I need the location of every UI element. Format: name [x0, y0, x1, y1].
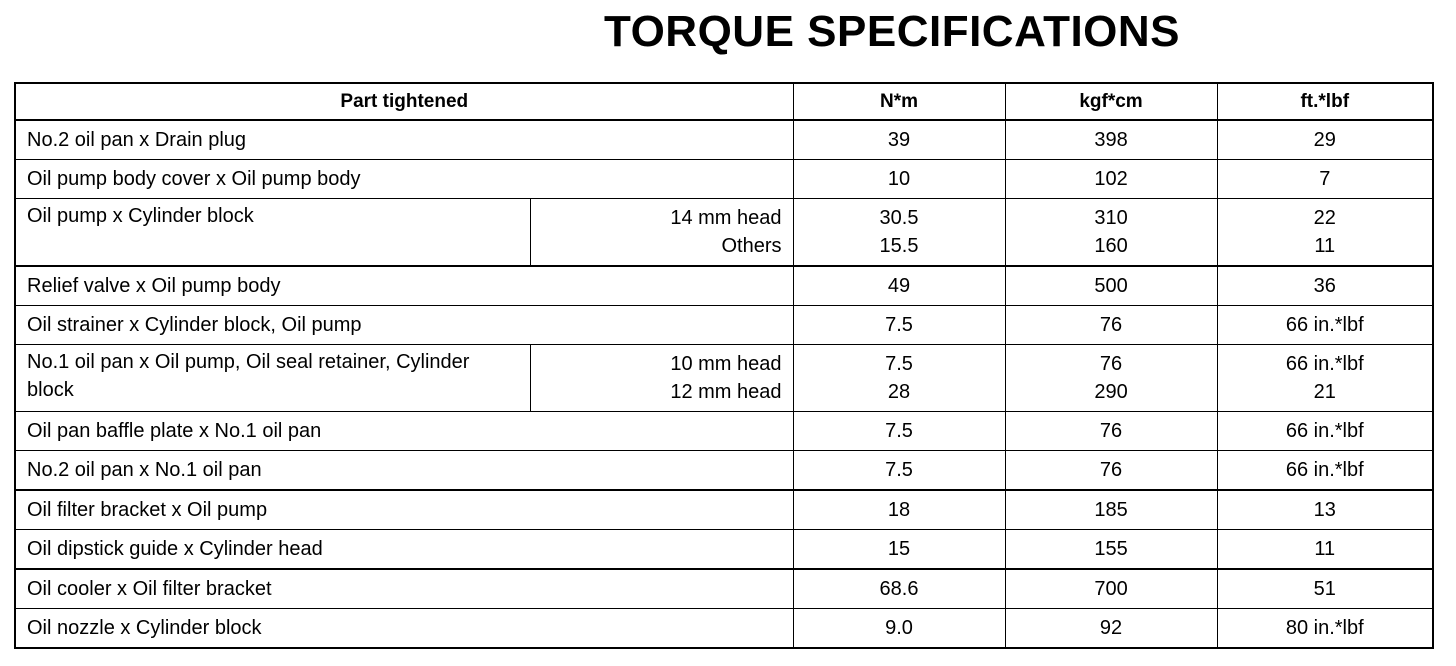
- nm-cell: 10: [793, 160, 1005, 199]
- ftlbf-cell: 80 in.*lbf: [1217, 609, 1433, 649]
- sub-condition: 10 mm head: [670, 353, 782, 375]
- ftlbf-cell: 7: [1217, 160, 1433, 199]
- sub-condition-cell: [530, 199, 793, 267]
- part-cell: Oil cooler x Oil filter bracket: [15, 569, 793, 609]
- kgfcm-cell: 102: [1005, 160, 1217, 199]
- ftlbf-cell: 51: [1217, 569, 1433, 609]
- nm-cell: 7.5: [793, 306, 1005, 345]
- kgfcm-cell: 185: [1005, 490, 1217, 530]
- nm-value: 7.5: [885, 353, 913, 375]
- kgfcm-value: 160: [1094, 235, 1128, 257]
- part-cell: No.2 oil pan x No.1 oil pan: [15, 451, 793, 491]
- kgfcm-cell: 500: [1005, 266, 1217, 306]
- part-cell: Oil dipstick guide x Cylinder head: [15, 530, 793, 570]
- kgfcm-cell: [1005, 199, 1217, 267]
- table-row: [15, 412, 1433, 451]
- nm-value: 28: [887, 381, 911, 403]
- header-kgfcm: kgf*cm: [1005, 83, 1217, 120]
- table-row: [15, 609, 1433, 649]
- part-text-line: block: [27, 379, 74, 401]
- ftlbf-cell: 66 in.*lbf: [1217, 412, 1433, 451]
- sub-condition-cell: [530, 345, 793, 412]
- nm-cell: 7.5: [793, 451, 1005, 491]
- nm-cell: [793, 199, 1005, 267]
- sub-condition: 12 mm head: [670, 381, 782, 403]
- kgfcm-cell: 76: [1005, 451, 1217, 491]
- kgfcm-cell: 92: [1005, 609, 1217, 649]
- table-row: [15, 490, 1433, 530]
- ftlbf-cell: [1217, 345, 1433, 412]
- nm-cell: 9.0: [793, 609, 1005, 649]
- nm-cell: 7.5: [793, 412, 1005, 451]
- ftlbf-cell: 13: [1217, 490, 1433, 530]
- nm-cell: 49: [793, 266, 1005, 306]
- torque-spec-table: [14, 82, 1434, 649]
- nm-cell: 68.6: [793, 569, 1005, 609]
- part-cell: Oil pump body cover x Oil pump body: [15, 160, 793, 199]
- table-row: [15, 266, 1433, 306]
- kgfcm-cell: 155: [1005, 530, 1217, 570]
- nm-cell: 15: [793, 530, 1005, 570]
- ftlbf-cell: [1217, 199, 1433, 267]
- part-cell: Oil pump x Cylinder block: [15, 199, 530, 267]
- ftlbf-value: 21: [1313, 381, 1336, 403]
- sub-condition: Others: [721, 235, 782, 257]
- part-cell: Oil nozzle x Cylinder block: [15, 609, 793, 649]
- ftlbf-cell: 11: [1217, 530, 1433, 570]
- header-nm: N*m: [793, 83, 1005, 120]
- kgfcm-cell: 76: [1005, 412, 1217, 451]
- table-row: [15, 120, 1433, 160]
- part-cell: Oil strainer x Cylinder block, Oil pump: [15, 306, 793, 345]
- ftlbf-value: 11: [1314, 235, 1336, 257]
- nm-cell: 39: [793, 120, 1005, 160]
- kgfcm-cell: 700: [1005, 569, 1217, 609]
- ftlbf-cell: 29: [1217, 120, 1433, 160]
- ftlbf-value: 66 in.*lbf: [1285, 353, 1364, 375]
- part-cell: [15, 345, 530, 412]
- table-row: [15, 345, 1433, 412]
- nm-value: 30.5: [879, 207, 919, 229]
- table-row: [15, 569, 1433, 609]
- table-row: [15, 451, 1433, 491]
- ftlbf-cell: 36: [1217, 266, 1433, 306]
- kgfcm-cell: [1005, 345, 1217, 412]
- table-row: [15, 199, 1433, 267]
- kgfcm-cell: 76: [1005, 306, 1217, 345]
- header-part-tightened: Part tightened: [15, 83, 793, 120]
- nm-value: 15.5: [879, 235, 919, 257]
- part-cell: Relief valve x Oil pump body: [15, 266, 793, 306]
- table-row: [15, 160, 1433, 199]
- part-cell: No.2 oil pan x Drain plug: [15, 120, 793, 160]
- part-text-line: No.1 oil pan x Oil pump, Oil seal retainer, Cylinder: [27, 351, 470, 373]
- nm-cell: 18: [793, 490, 1005, 530]
- kgfcm-cell: 398: [1005, 120, 1217, 160]
- part-cell: Oil filter bracket x Oil pump: [15, 490, 793, 530]
- table-header-row: [15, 83, 1433, 120]
- page-title: TORQUE SPECIFICATIONS: [604, 7, 1181, 56]
- ftlbf-value: 22: [1313, 207, 1336, 229]
- ftlbf-cell: 66 in.*lbf: [1217, 306, 1433, 345]
- header-ftlbf: ft.*lbf: [1217, 83, 1433, 120]
- nm-cell: [793, 345, 1005, 412]
- table-row: [15, 306, 1433, 345]
- kgfcm-value: 290: [1094, 381, 1128, 403]
- kgfcm-value: 76: [1099, 353, 1123, 375]
- table-row: [15, 530, 1433, 570]
- part-cell: Oil pan baffle plate x No.1 oil pan: [15, 412, 793, 451]
- sub-condition: 14 mm head: [670, 207, 782, 229]
- kgfcm-value: 310: [1094, 207, 1128, 229]
- ftlbf-cell: 66 in.*lbf: [1217, 451, 1433, 491]
